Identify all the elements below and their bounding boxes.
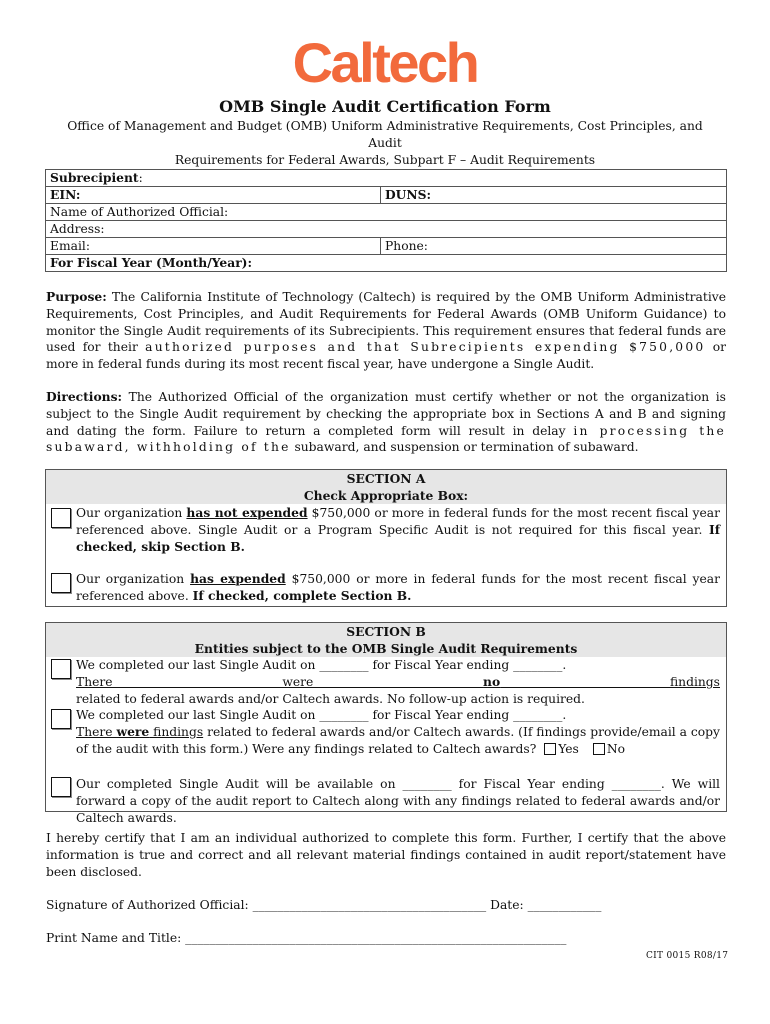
- form-subtitle: [60, 118, 710, 169]
- a-opt1-bold: If checked, skip Section B.: [76, 521, 720, 554]
- subtitle-line-2: Requirements for Federal Awards, Subpart F – Audit Requirements: [174, 153, 596, 167]
- audit-available-option: Our completed Single Audit will be available on ________ for Fiscal Year ending ________. We will forward a copy of the audit report to Caltech along with any findings related to federal awards and/or Caltech awards.: [76, 777, 720, 825]
- authorized-official-field[interactable]: Name of Authorized Official:: [46, 204, 727, 221]
- directions-paragraph: [46, 389, 726, 456]
- b-opt1-no: no: [483, 673, 501, 689]
- section-b-subtitle: Entities subject to the OMB Single Audit Requirements: [194, 640, 578, 656]
- a-opt1-em: has not expended: [186, 505, 308, 520]
- email-phone-row: [46, 238, 727, 255]
- a-opt2-mid: $750,000 or more in federal funds for the most recent fiscal year referenced above.: [76, 572, 720, 603]
- form-title: OMB Single Audit Certification Form: [219, 97, 551, 116]
- b-opt1-pre: There were: [76, 674, 484, 689]
- caltech-logo: Caltech: [292, 31, 478, 94]
- section-a-title: SECTION A: [346, 471, 426, 486]
- a-opt2-em: has expended: [190, 571, 286, 586]
- purpose-text-1: The California Institute of Technology (Caltech) is required by the OMB Uniform Administrative Requirements, Cost Principles, and Audit Requirements for Federal Awards (OMB Uniform Guidance) to monitor the Single Audit requirements of its Subrecipients. This requirement ensures that federal funds are used for their: [46, 290, 726, 355]
- fiscal-year-field[interactable]: For Fiscal Year (Month/Year):: [46, 255, 727, 272]
- subrecipient-info-table: [45, 169, 727, 272]
- section-b: [45, 622, 727, 825]
- purpose-paragraph: [46, 289, 726, 373]
- purpose-text-spaced: authorized purposes and that Subrecipients expending $750,000: [145, 340, 706, 355]
- form-revision-code: CIT 0015 R08/17: [646, 951, 729, 961]
- a-opt2-pre: Our organization: [76, 572, 191, 586]
- b-opt2-line2: [76, 724, 720, 758]
- no-checkbox[interactable]: [593, 743, 605, 755]
- purpose-label: Purpose:: [46, 289, 107, 304]
- b-opt1-line1: We completed our last Single Audit on ________ for Fiscal Year ending ________.: [76, 658, 567, 672]
- has-expended-option: [76, 571, 720, 605]
- b-opt1-findings: findings: [500, 674, 720, 689]
- duns-field[interactable]: DUNS:: [381, 187, 727, 204]
- b-opt1-line2: [76, 674, 720, 708]
- subtitle-line-1: Office of Management and Budget (OMB) Uniform Administrative Requirements, Cost Principles, and Audit: [67, 119, 703, 150]
- b-opt2-pre: There: [76, 724, 117, 739]
- no-findings-option: [76, 657, 720, 707]
- ein-field[interactable]: EIN:: [46, 187, 381, 204]
- yes-checkbox[interactable]: [544, 743, 556, 755]
- a-opt1-mid: $750,000 or more in federal funds for the most recent fiscal year referenced above. Single Audit or a Program Specific Audit is not required for this fiscal year.: [76, 506, 720, 537]
- directions-text-1: The Authorized Official of the organization must certify whether or not the organization is subject to the Single Audit requirement by checking the appropriate box in Sections A and B and signing and dating the form. Failure to return a completed form will result in delay: [46, 390, 726, 438]
- email-field[interactable]: Email:: [46, 238, 381, 255]
- directions-text-2: subaward, and suspension or termination of subaward.: [290, 440, 639, 455]
- purpose-text-2: or more in federal funds during its most recent fiscal year, have undergone a Single Audit.: [46, 340, 727, 372]
- directions-label: Directions:: [46, 389, 123, 404]
- a-opt1-pre: Our organization: [76, 506, 187, 520]
- subrecipient-row: [46, 170, 727, 187]
- section-a-subtitle: Check Appropriate Box:: [303, 487, 469, 503]
- address-field[interactable]: Address:: [46, 221, 727, 238]
- findings-option: [76, 707, 720, 757]
- address-row: [46, 221, 727, 238]
- b-opt2-were: were: [116, 723, 150, 739]
- not-expended-checkbox[interactable]: [51, 508, 71, 528]
- phone-field[interactable]: Phone:: [381, 238, 727, 255]
- authorized-official-row: [46, 204, 727, 221]
- b-opt1-post: related to federal awards and/or Caltech awards. No follow-up action is required.: [76, 691, 585, 706]
- subrecipient-field[interactable]: [46, 170, 727, 187]
- section-b-title: SECTION B: [346, 624, 426, 639]
- yes-label: Yes: [558, 741, 579, 756]
- certification-statement: I hereby certify that I am an individual authorized to complete this form. Further, I certify that the above information is true and correct and all relevant material findings contained in audit report/statement have been disclosed.: [46, 831, 726, 879]
- no-label: No: [606, 741, 626, 756]
- subrecipient-colon: :: [138, 171, 143, 185]
- b-opt2-post: related to federal awards and/or Caltech awards. (If findings provide/email a copy of the audit with this form.) Were any findings related to Caltech awards?: [76, 724, 720, 756]
- section-b-header: [46, 623, 726, 657]
- directions-text-spaced: in processing the subaward, withholding of the: [46, 423, 726, 455]
- section-a-header: [46, 470, 726, 504]
- b-opt2-line1: We completed our last Single Audit on ________ for Fiscal Year ending ________.: [76, 708, 567, 722]
- subrecipient-label: Subrecipient: [50, 170, 139, 185]
- a-opt2-bold: If checked, complete Section B.: [192, 587, 412, 603]
- signature-line[interactable]: Signature of Authorized Official: ______________________________________ Date: ____________: [46, 898, 602, 912]
- fiscal-year-row: [46, 255, 727, 272]
- not-expended-option: [76, 505, 720, 555]
- print-name-line[interactable]: Print Name and Title: ______________________________________________________________: [46, 931, 567, 945]
- has-expended-checkbox[interactable]: [51, 573, 71, 593]
- findings-checkbox[interactable]: [51, 709, 71, 729]
- section-a: [45, 469, 727, 607]
- no-findings-checkbox[interactable]: [51, 659, 71, 679]
- b-opt2-findings: findings: [149, 724, 204, 739]
- audit-available-checkbox[interactable]: [51, 777, 71, 797]
- ein-duns-row: [46, 187, 727, 204]
